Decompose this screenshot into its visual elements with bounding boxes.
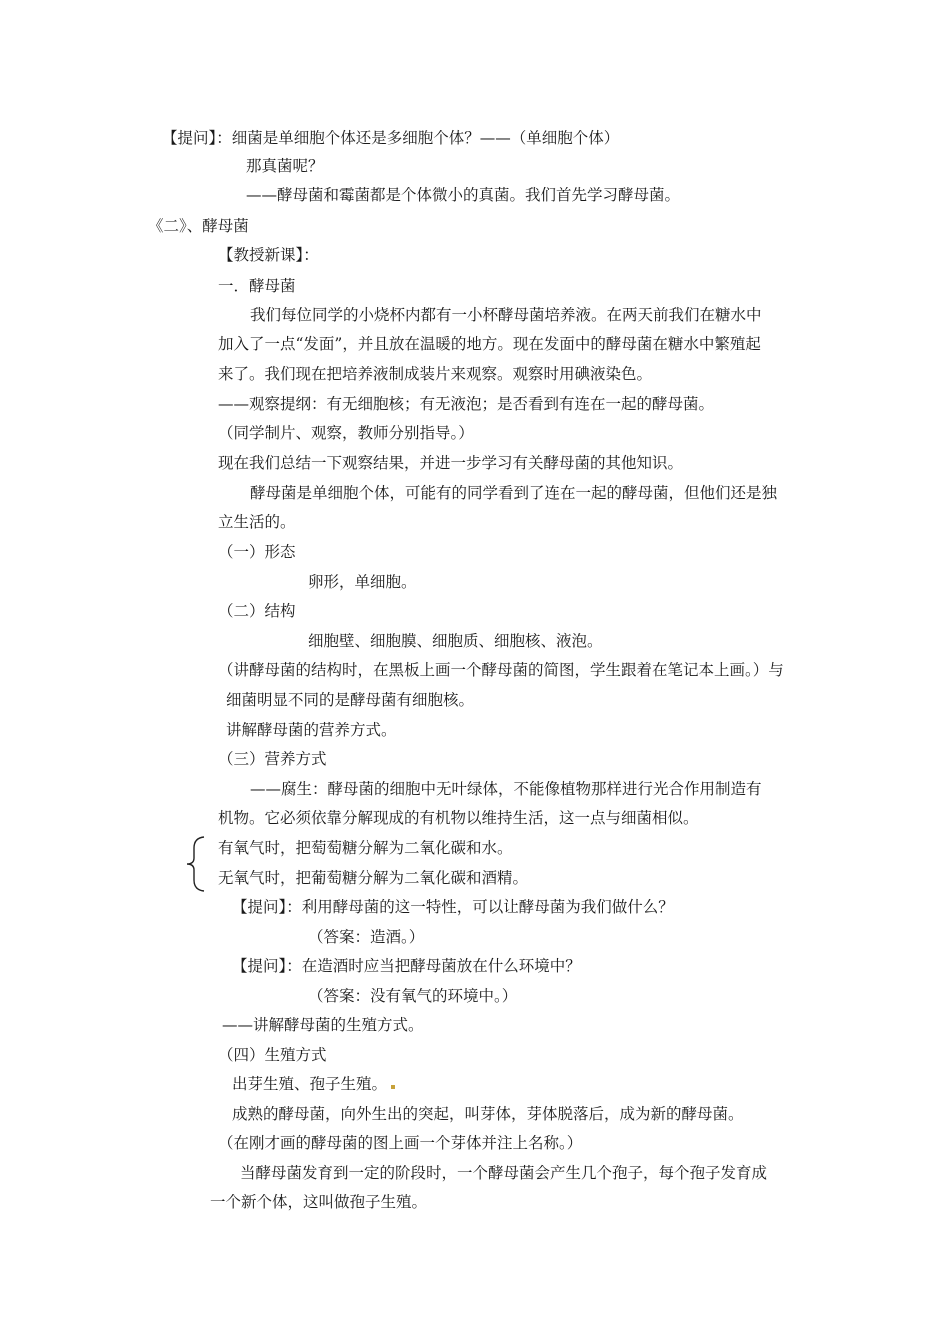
aerobic-line: 有氧气时，把萄萄糖分解为二氧化碳和水。 xyxy=(218,839,513,857)
paragraph-line-14: 立生活的。 xyxy=(218,513,296,531)
left-brace-icon xyxy=(184,836,208,892)
morphology-text: 卵形，单细胞。 xyxy=(308,573,417,591)
answer-line-28: （答案：造酒。） xyxy=(308,928,425,946)
reproduction-types xyxy=(232,1074,395,1094)
heading-nutrition: （三）营养方式 xyxy=(218,750,327,768)
paragraph-line-19: （讲酵母菌的结构时，在黑板上画一个酵母菌的简图，学生跟着在笔记本上画。）与 xyxy=(218,661,784,679)
reproduction-intro: ——讲解酵母菌的生殖方式。 xyxy=(222,1016,424,1034)
text-line-2: 那真菌呢？ xyxy=(246,157,324,175)
paragraph-line-36: 当酵母菌发育到一定的阶段时，一个酵母菌会产生几个孢子，每个孢子发育成 xyxy=(240,1164,768,1182)
question-line-29: 【提问】：在造酒时应当把酵母菌放在什么环境中？ xyxy=(232,957,581,975)
paragraph-line-34: 成熟的酵母菌，向外生出的突起，叫芽体，芽体脱落后，成为新的酵母菌。 xyxy=(232,1105,744,1123)
observation-outline: ——观察提纲：有无细胞核；有无液泡；是否看到有连在一起的酵母菌。 xyxy=(218,395,715,413)
answer-line-30: （答案：没有氧气的环境中。） xyxy=(308,987,518,1005)
text-line-3: ——酵母菌和霉菌都是个体微小的真菌。我们首先学习酵母菌。 xyxy=(246,186,681,204)
summary-line: 现在我们总结一下观察结果，并进一步学习有关酵母菌的其他知识。 xyxy=(218,454,684,472)
paragraph-line-9: 来了。我们现在把培养液制成装片来观察。观察时用碘液染色。 xyxy=(218,365,653,383)
paragraph-line-8: 加入了一点“发面”，并且放在温暖的地方。现在发面中的酵母菌在糖水中繁殖起 xyxy=(218,335,761,353)
paragraph-line-24: 机物。它必须依靠分解现成的有机物以维持生活，这一点与细菌相似。 xyxy=(218,809,699,827)
new-lesson-heading: 【教授新课】： xyxy=(218,246,319,264)
paragraph-line-23: ——腐生：酵母菌的细胞中无叶绿体，不能像植物那样进行光合作用制造有 xyxy=(250,780,762,798)
reproduction-types-text: 出芽生殖、孢子生殖。 xyxy=(232,1075,388,1093)
activity-note: （同学制片、观察，教师分别指导。） xyxy=(218,424,474,442)
anaerobic-line: 无氧气时，把葡萄糖分解为二氧化碳和酒精。 xyxy=(218,869,529,887)
paragraph-line-7: 我们每位同学的小烧杯内都有一小杯酵母菌培养液。在两天前我们在糖水中 xyxy=(250,306,762,324)
subheading-yeast: 一．酵母菌 xyxy=(218,277,296,295)
paragraph-line-20: 细菌明显不同的是酵母菌有细胞核。 xyxy=(226,691,475,709)
paragraph-line-37: 一个新个体，这叫做孢子生殖。 xyxy=(210,1193,428,1211)
question-line-27: 【提问】：利用酵母菌的这一特性，可以让酵母菌为我们做什么？ xyxy=(232,898,674,916)
section-heading-yeast: 《二》、酵母菌 xyxy=(148,217,249,235)
heading-structure: （二）结构 xyxy=(218,602,296,620)
heading-reproduction: （四）生殖方式 xyxy=(218,1046,327,1064)
paragraph-line-13: 酵母菌是单细胞个体，可能有的同学看到了连在一起的酵母菌，但他们还是独 xyxy=(250,484,778,502)
question-line-1: 【提问】：细菌是单细胞个体还是多细胞个体？——（单细胞个体） xyxy=(162,129,620,147)
yellow-mark-icon xyxy=(391,1085,395,1089)
heading-morphology: （一）形态 xyxy=(218,543,296,561)
paragraph-line-21: 讲解酵母菌的营养方式。 xyxy=(226,721,397,739)
structure-text: 细胞壁、细胞膜、细胞质、细胞核、液泡。 xyxy=(308,632,603,650)
paragraph-line-35: （在刚才画的酵母菌的图上画一个芽体并注上名称。） xyxy=(218,1134,583,1152)
